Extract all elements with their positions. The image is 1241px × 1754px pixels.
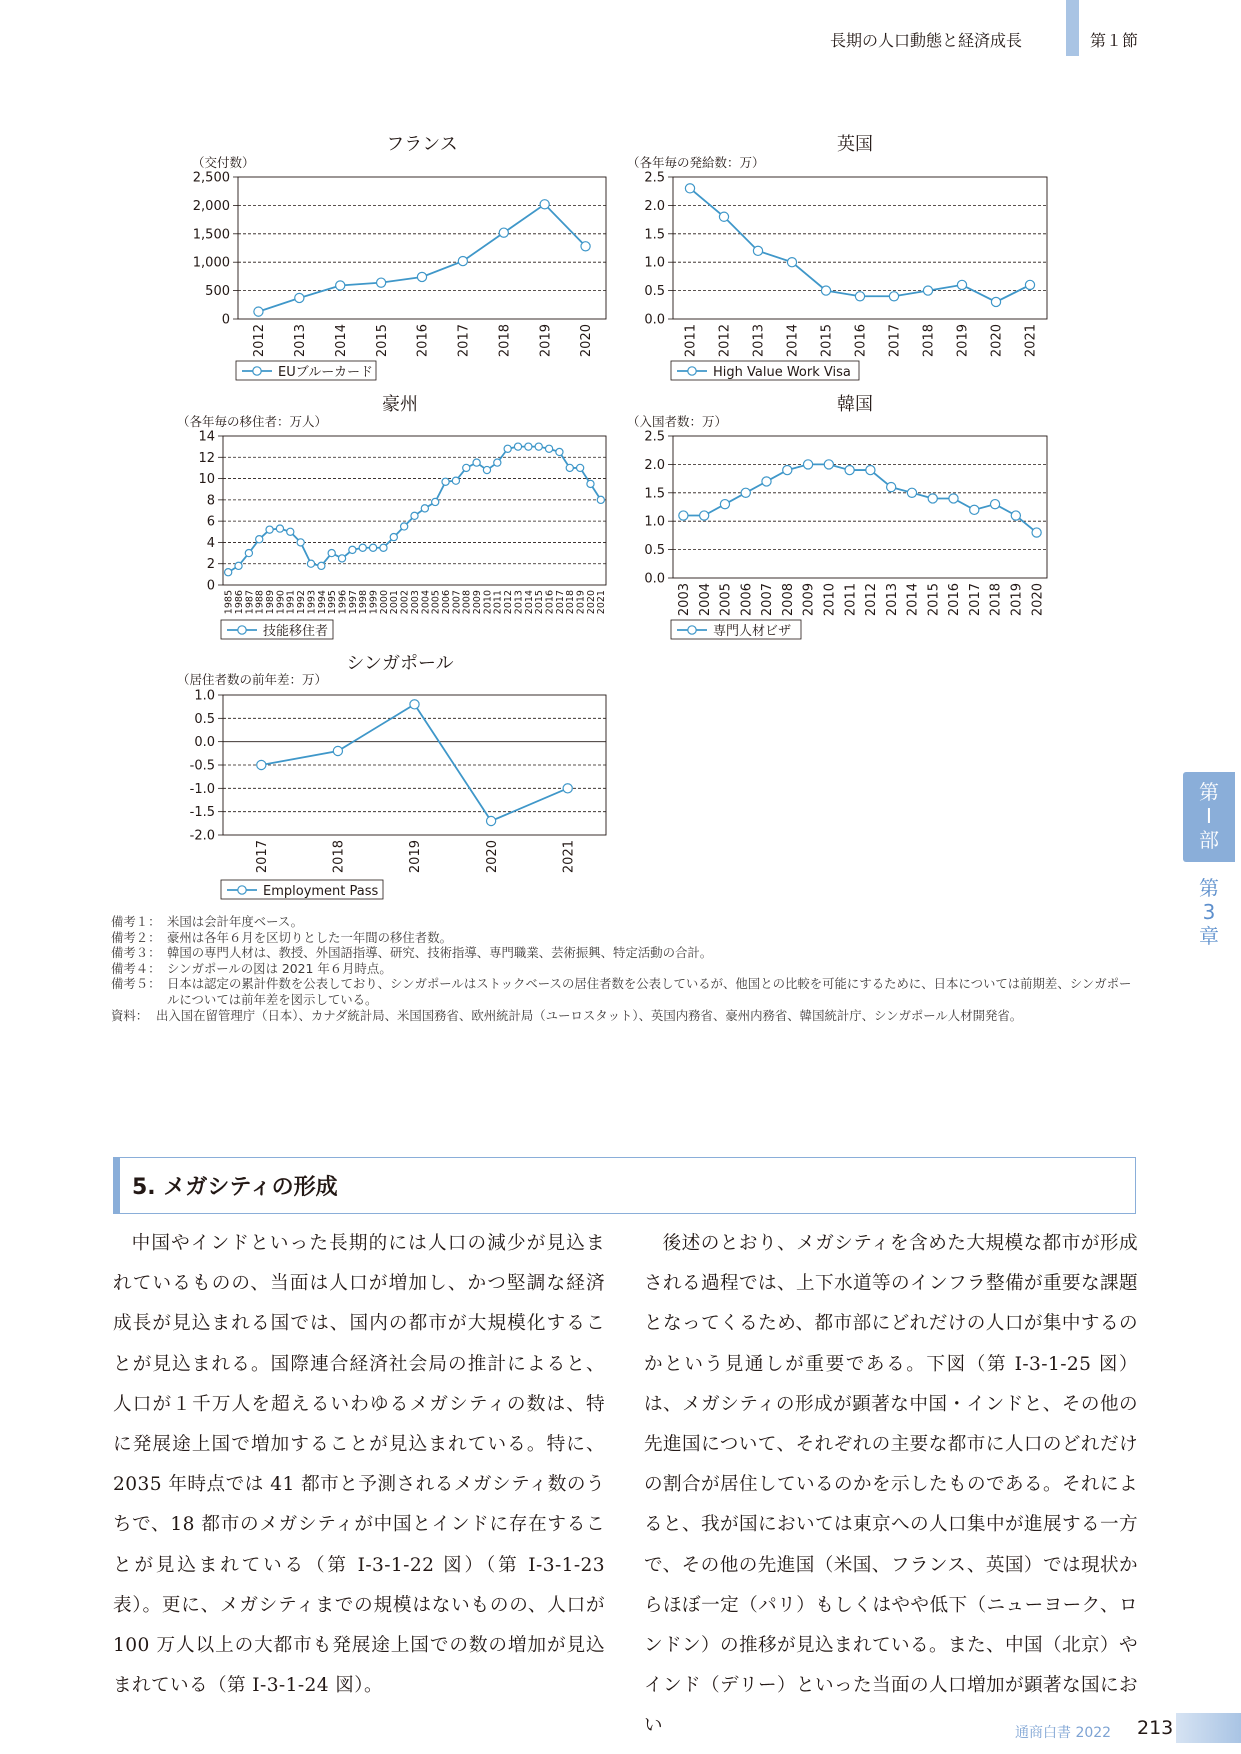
x-tick-label: 1993: [306, 590, 318, 615]
note-label: 備考４：: [111, 960, 161, 976]
x-tick-label: 2018: [331, 840, 347, 874]
data-point: [225, 569, 232, 576]
data-point: [1032, 528, 1041, 537]
x-tick-label: 2020: [484, 840, 500, 874]
y-tick-label: 0.5: [644, 543, 665, 559]
x-tick-label: 2011: [492, 590, 504, 615]
y-tick-label: -2.0: [189, 828, 215, 844]
x-tick-label: 2018: [565, 590, 577, 615]
x-tick-label: 2009: [801, 583, 817, 617]
data-point: [907, 488, 916, 497]
data-point: [328, 549, 335, 556]
y-axis-label: （交付数）: [192, 155, 255, 170]
data-point: [821, 286, 830, 295]
data-point: [803, 460, 812, 469]
data-point: [581, 242, 590, 251]
legend-label: High Value Work Visa: [713, 365, 851, 380]
legend-label: 技能移住者: [263, 624, 329, 639]
x-tick-label: 2016: [947, 583, 963, 617]
chapter-tab: [1185, 876, 1233, 948]
data-point: [463, 464, 470, 471]
chart-korea: [627, 394, 1047, 639]
x-tick-label: 2018: [921, 324, 937, 358]
legend-marker: [238, 626, 246, 634]
data-point: [307, 560, 314, 567]
x-tick-label: 1989: [265, 590, 277, 615]
data-point: [577, 464, 584, 471]
x-tick-label: 2014: [785, 324, 801, 358]
data-point: [783, 465, 792, 474]
x-tick-label: 2008: [780, 583, 796, 617]
data-point: [1011, 511, 1020, 520]
data-point: [957, 280, 966, 289]
page-number: 213: [1137, 1717, 1174, 1739]
y-tick-label: 0.0: [194, 735, 215, 751]
y-tick-label: 0.5: [644, 284, 665, 300]
data-point: [545, 445, 552, 452]
x-tick-label: 2012: [717, 324, 733, 358]
data-point: [256, 536, 263, 543]
data-point: [824, 460, 833, 469]
running-header-title: 長期の人口動態と経済成長: [830, 31, 1023, 50]
data-point: [473, 459, 480, 466]
part-tab-line: 第: [1199, 780, 1219, 804]
series-line: [258, 204, 585, 311]
data-point: [719, 212, 728, 221]
x-tick-label: 2016: [853, 324, 869, 358]
data-point: [390, 534, 397, 541]
data-point: [991, 297, 1000, 306]
x-tick-label: 2008: [461, 590, 473, 615]
data-point: [762, 477, 771, 486]
x-tick-label: 2012: [252, 324, 268, 358]
x-tick-label: 2019: [538, 324, 554, 358]
data-point: [417, 272, 426, 281]
note-text: シンガポールの図は 2021 年６月時点。: [167, 960, 392, 976]
y-tick-label: 1,500: [192, 227, 230, 243]
x-tick-label: 2004: [420, 590, 432, 615]
data-point: [535, 443, 542, 450]
x-tick-label: 2006: [739, 583, 755, 617]
chart-title: 韓国: [837, 394, 873, 415]
data-point: [514, 443, 521, 450]
x-tick-label: 2015: [374, 324, 390, 358]
running-header-section: 第１節: [1090, 31, 1139, 50]
y-axis-label: （居住者数の前年差：万）: [177, 672, 328, 687]
x-tick-label: 2020: [579, 324, 595, 358]
footer-publication: 通商白書 2022: [1015, 1725, 1112, 1741]
legend-label: 専門人材ビザ: [713, 624, 792, 639]
x-tick-label: 1991: [285, 590, 297, 615]
data-point: [254, 307, 263, 316]
note-line: [111, 961, 1141, 977]
legend-marker: [253, 367, 261, 375]
x-tick-label: 2020: [989, 323, 1005, 358]
data-point: [359, 544, 366, 551]
body-paragraph: 後述のとおり、メガシティを含めた大規模な都市が形成される過程では、上下水道等のインフラ整備が重要な課題となってくるため、都市部にどれだけの人口が集中するのかという見通しが重要である。下図（第 I-3-1-25 図）は、メガシティの形成が顕著な中国・インドと、その他の先進国について、それぞれの主要な都市に人口のどれだけの割合が居住しているのかを示したものである。それによると、我が国においては東京への人口集中が進展する一方で、その他の先進国（米国、フランス、英国）では現状からほぼ一定（パリ）もしくはやや低下（ニューヨーク、ロンドン）の推移が見込まれている。また、中国（北京）やインド（デリー）といった当面の人口増加が顕著な国におい: [644, 1233, 1138, 1737]
x-tick-label: 2016: [544, 590, 556, 615]
y-tick-label: 2.5: [644, 429, 665, 445]
x-tick-label: 2019: [408, 840, 424, 874]
x-tick-label: 2012: [503, 590, 515, 615]
x-tick-label: 1997: [347, 590, 359, 615]
x-tick-label: 2013: [513, 590, 525, 615]
x-tick-label: 2018: [988, 583, 1004, 617]
data-point: [928, 494, 937, 503]
data-point: [318, 562, 325, 569]
x-tick-label: 2004: [697, 583, 713, 617]
chart-uk: [627, 134, 1047, 380]
x-tick-label: 1994: [316, 590, 328, 615]
source-line: [111, 1008, 1141, 1024]
x-tick-label: 2020: [1030, 583, 1046, 617]
x-tick-label: 1992: [296, 590, 308, 615]
series-line: [261, 704, 567, 821]
data-point: [401, 523, 408, 530]
data-point: [540, 200, 549, 209]
series-line: [683, 464, 1036, 532]
x-tick-label: 2000: [378, 590, 390, 615]
x-tick-label: 2007: [760, 583, 776, 617]
y-tick-label: 10: [198, 472, 215, 488]
data-point: [421, 505, 428, 512]
data-point: [845, 465, 854, 474]
x-tick-label: 2003: [409, 590, 421, 615]
x-tick-label: 2010: [822, 583, 838, 617]
data-point: [257, 760, 266, 769]
note-line: [111, 976, 1141, 1007]
x-tick-label: 2014: [905, 583, 921, 617]
x-tick-label: 2005: [430, 590, 442, 615]
chart-singapore: [177, 653, 606, 899]
data-point: [720, 500, 729, 509]
data-point: [483, 466, 490, 473]
x-tick-label: 2011: [683, 324, 699, 358]
y-tick-label: 2,500: [192, 170, 230, 186]
y-tick-label: 0.0: [644, 571, 665, 587]
x-tick-label: 2003: [677, 583, 693, 617]
note-label: 備考５：: [111, 976, 161, 992]
y-tick-label: 0.5: [194, 711, 215, 727]
y-tick-label: 2: [206, 557, 215, 573]
x-tick-label: 2009: [472, 590, 484, 615]
x-tick-label: 1985: [223, 590, 235, 615]
x-tick-label: 1995: [327, 590, 339, 615]
data-point: [295, 293, 304, 302]
note-label: 備考１：: [111, 914, 161, 929]
data-point: [377, 278, 386, 287]
data-point: [556, 448, 563, 455]
y-tick-label: 0: [206, 578, 215, 594]
data-point: [741, 488, 750, 497]
part-tab: [1183, 772, 1235, 862]
data-point: [855, 292, 864, 301]
data-point: [442, 478, 449, 485]
x-tick-label: 2019: [575, 590, 587, 615]
series-line: [228, 447, 601, 573]
y-tick-label: 4: [206, 535, 215, 551]
x-tick-label: 1996: [337, 590, 349, 615]
data-point: [410, 700, 419, 709]
part-tab-line: 部: [1199, 828, 1219, 852]
data-point: [432, 498, 439, 505]
x-tick-label: 2013: [293, 324, 309, 358]
data-point: [487, 816, 496, 825]
data-point: [297, 539, 304, 546]
chart-title: 英国: [837, 134, 873, 155]
data-point: [887, 483, 896, 492]
x-tick-label: 2007: [451, 590, 463, 615]
y-tick-label: 0.0: [644, 312, 665, 328]
note-text: 豪州は各年６月を区切りとした一年間の移住者数。: [167, 929, 452, 945]
x-tick-label: 2013: [751, 324, 767, 358]
x-tick-label: 1990: [275, 590, 287, 615]
data-point: [380, 544, 387, 551]
note-line: [111, 945, 1141, 961]
legend-marker: [688, 367, 696, 375]
data-point: [276, 525, 283, 532]
x-tick-label: 2020: [585, 590, 597, 615]
plot-frame: [223, 436, 606, 585]
legend-marker: [238, 886, 246, 894]
data-point: [504, 445, 511, 452]
x-tick-label: 2005: [718, 583, 734, 617]
data-point: [753, 246, 762, 255]
x-tick-label: 2010: [482, 590, 494, 615]
y-tick-label: 500: [205, 284, 230, 300]
data-point: [1025, 280, 1034, 289]
data-point: [349, 546, 356, 553]
x-tick-label: 2015: [926, 583, 942, 617]
data-point: [411, 512, 418, 519]
footer-accent-bar: [1176, 1713, 1241, 1743]
figure-notes: [111, 914, 1141, 1023]
y-tick-label: 2.5: [644, 170, 665, 186]
x-tick-label: 2019: [1009, 583, 1025, 617]
x-tick-label: 2021: [596, 590, 608, 615]
data-point: [990, 500, 999, 509]
data-point: [970, 505, 979, 514]
x-tick-label: 2017: [887, 324, 903, 358]
data-point: [866, 465, 875, 474]
data-point: [369, 544, 376, 551]
data-point: [787, 258, 796, 267]
data-point: [336, 281, 345, 290]
note-text: 韓国の専門人材は、教授、外国語指導、研究、技術指導、専門職業、芸術振興、特定活動の合計。: [167, 945, 713, 961]
data-point: [563, 784, 572, 793]
legend-label: EUブルーカード: [278, 365, 373, 380]
y-axis-label: （入国者数：万）: [627, 414, 728, 429]
x-tick-label: 1998: [358, 590, 370, 615]
data-point: [287, 528, 294, 535]
y-tick-label: 2.0: [644, 457, 665, 473]
data-point: [587, 480, 594, 487]
chart-france: [192, 134, 606, 380]
x-tick-label: 2015: [534, 590, 546, 615]
x-tick-label: 2001: [389, 590, 401, 615]
data-point: [333, 746, 342, 755]
x-tick-label: 2002: [399, 590, 411, 615]
x-tick-label: 2018: [497, 324, 513, 358]
plot-frame: [238, 177, 606, 319]
y-tick-label: 8: [206, 493, 215, 509]
data-point: [679, 511, 688, 520]
y-tick-label: -0.5: [189, 758, 215, 774]
note-line: [111, 914, 1141, 930]
data-point: [494, 459, 501, 466]
data-point: [525, 443, 532, 450]
x-tick-label: 1999: [368, 590, 380, 615]
data-point: [685, 184, 694, 193]
data-point: [889, 292, 898, 301]
part-tab-line: I: [1206, 804, 1212, 828]
body-column-left: [113, 1224, 605, 1706]
y-tick-label: 0: [221, 312, 230, 328]
y-tick-label: 1.5: [644, 486, 665, 502]
x-tick-label: 2014: [523, 590, 535, 615]
y-tick-label: 14: [198, 429, 215, 445]
y-tick-label: 1.0: [194, 688, 215, 704]
chart-title: シンガポール: [346, 653, 454, 674]
y-tick-label: 2.0: [644, 198, 665, 214]
source-text: 出入国在留管理庁（日本）、カナダ統計局、米国国務省、欧州統計局（ユーロスタット）、英国内務省、豪州内務省、韓国統計庁、シンガポール人材開発省。: [156, 1007, 1023, 1023]
data-point: [452, 477, 459, 484]
note-label: 備考３：: [111, 945, 161, 961]
x-tick-label: 2012: [864, 583, 880, 617]
section-heading: 5. メガシティの形成: [132, 1175, 338, 1200]
legend-label: Employment Pass: [263, 884, 379, 899]
chart-australia: [177, 394, 607, 639]
data-point: [458, 256, 467, 265]
note-text: 日本は認定の累計件数を公表しており、シンガポールはストックベースの居住者数を公表しているが、他国との比較を可能にするために、日本については前期差、シンガポールについては前年差を図示している。: [167, 976, 1132, 1007]
y-tick-label: 1,000: [192, 255, 230, 271]
x-tick-label: 2019: [955, 324, 971, 358]
y-tick-label: -1.0: [189, 781, 215, 797]
x-tick-label: 2021: [1023, 324, 1039, 358]
y-tick-label: 2,000: [192, 198, 230, 214]
x-tick-label: 2017: [554, 590, 566, 615]
note-text: 米国は会計年度ベース。: [167, 914, 304, 929]
chapter-tab-line: 章: [1199, 924, 1219, 948]
body-column-right: [644, 1224, 1138, 1747]
note-label: 備考２：: [111, 929, 161, 945]
data-point: [949, 494, 958, 503]
data-point: [566, 464, 573, 471]
x-tick-label: 2015: [819, 324, 835, 358]
chapter-tab-line: 3: [1202, 900, 1216, 924]
y-axis-label: （各年毎の移住者：万人）: [177, 414, 328, 429]
y-axis-label: （各年毎の発給数：万）: [627, 155, 765, 170]
data-point: [338, 555, 345, 562]
data-point: [597, 496, 604, 503]
legend-marker: [688, 626, 696, 634]
y-tick-label: 1.0: [644, 514, 665, 530]
x-tick-label: 2017: [456, 324, 472, 358]
x-tick-label: 2021: [561, 840, 577, 874]
data-point: [266, 526, 273, 533]
x-tick-label: 1987: [244, 590, 256, 615]
data-point: [499, 228, 508, 237]
data-point: [235, 562, 242, 569]
chart-title: 豪州: [382, 394, 418, 415]
chapter-tab-line: 第: [1199, 876, 1219, 900]
source-label: 資料：: [111, 1007, 149, 1023]
data-point: [700, 511, 709, 520]
x-tick-label: 2014: [333, 324, 349, 358]
x-tick-label: 2011: [843, 583, 859, 617]
x-tick-label: 1986: [233, 590, 245, 615]
x-tick-label: 2013: [884, 583, 900, 617]
x-tick-label: 2006: [440, 590, 452, 615]
x-tick-label: 2017: [967, 583, 983, 617]
x-tick-label: 2017: [254, 840, 270, 874]
body-paragraph: 中国やインドといった長期的には人口の減少が見込まれているものの、当面は人口が増加し、かつ堅調な経済成長が見込まれる国では、国内の都市が大規模化することが見込まれる。国際連合経済社会局の推計によると、人口が１千万人を超えるいわゆるメガシティの数は、特に発展途上国で増加することが見込まれている。特に、2035 年時点では 41 都市と予測されるメガシティ数のうちで、18 都市のメガシティが中国とインドに存在することが見込まれている（第 I-3-1-22 図）（第 I-3-1-23 表）。更に、メガシティまでの規模はないものの、人口が 100 万人以上の大都市も発展途上国での数の増加が見込まれている（第 I-3-1-24 図）。: [113, 1233, 605, 1697]
y-tick-label: 12: [198, 450, 215, 466]
y-tick-label: 1.0: [644, 255, 665, 271]
x-tick-label: 2016: [415, 324, 431, 358]
data-point: [245, 549, 252, 556]
chart-title: フランス: [386, 134, 458, 155]
y-tick-label: 6: [206, 514, 215, 530]
x-tick-label: 1988: [254, 590, 266, 615]
note-line: [111, 930, 1141, 946]
y-tick-label: -1.5: [189, 805, 215, 821]
y-tick-label: 1.5: [644, 227, 665, 243]
data-point: [923, 286, 932, 295]
